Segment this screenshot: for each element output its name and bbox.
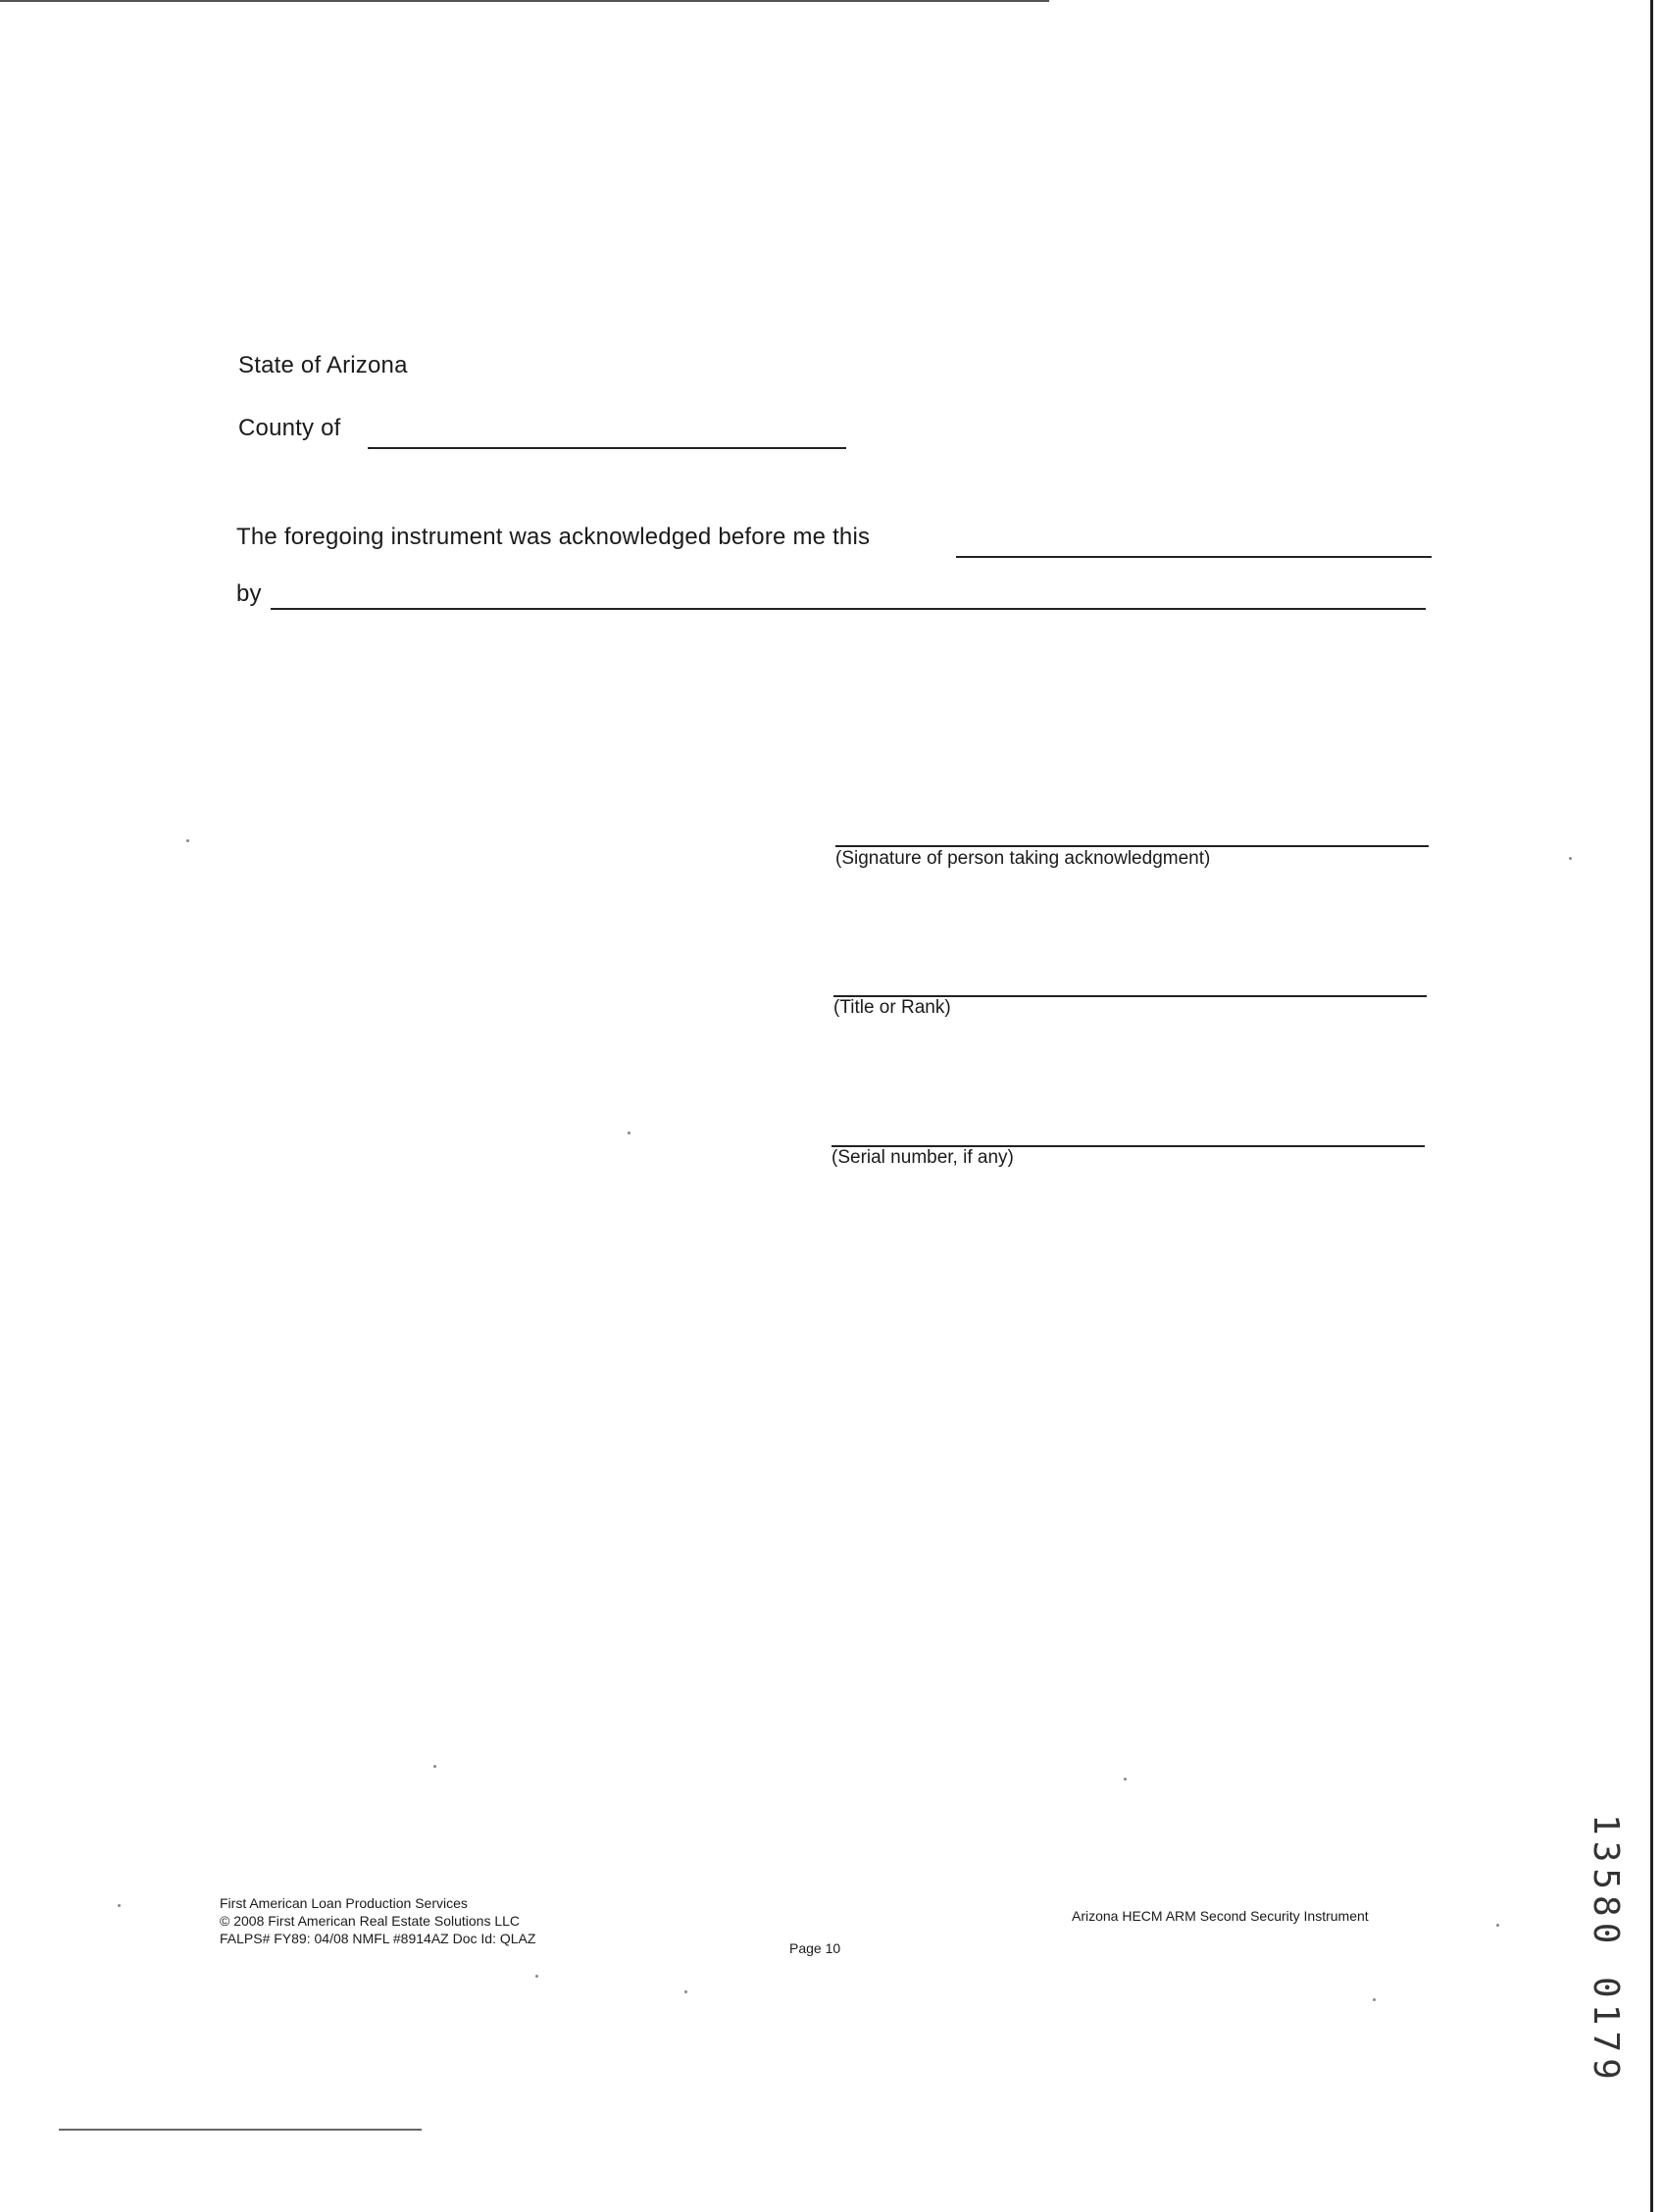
footer-document-title: Arizona HECM ARM Second Security Instrument: [1072, 1908, 1369, 1924]
scan-speck: [1496, 1924, 1499, 1927]
title-caption: (Title or Rank): [833, 997, 951, 1018]
side-stamp-number: 13580 0179: [1586, 1814, 1626, 2086]
scan-speck: [628, 1131, 630, 1134]
scan-speck: [433, 1765, 436, 1768]
scan-speck: [1569, 857, 1572, 860]
footer-company: First American Loan Production Services: [220, 1895, 468, 1911]
signature-line: [835, 845, 1429, 847]
signature-caption: (Signature of person taking acknowledgment): [835, 848, 1211, 869]
scan-edge-top: [0, 0, 1049, 2]
scan-speck: [186, 839, 189, 842]
footer-copyright: © 2008 First American Real Estate Solutions LLC: [220, 1913, 521, 1929]
by-label: by: [236, 580, 262, 607]
scan-speck: [1373, 1998, 1376, 2001]
date-blank-line: [956, 556, 1432, 558]
scan-speck: [1124, 1778, 1127, 1781]
scan-speck: [535, 1975, 538, 1978]
county-blank-line: [368, 447, 846, 449]
state-label: State of Arizona: [238, 352, 408, 378]
scan-speck: [684, 1990, 687, 1993]
instrument-text: The foregoing instrument was acknowledged before me this: [236, 524, 871, 550]
scan-edge-right: [1650, 0, 1653, 2212]
serial-caption: (Serial number, if any): [832, 1147, 1014, 1168]
by-blank-line: [271, 608, 1426, 610]
footer-form-id: FALPS# FY89: 04/08 NMFL #8914AZ Doc Id: QLAZ: [220, 1931, 536, 1946]
scan-edge-bottom: [59, 2129, 422, 2131]
footer-page-number: Page 10: [789, 1940, 841, 1956]
scan-speck: [118, 1904, 121, 1907]
county-label: County of: [238, 415, 341, 441]
